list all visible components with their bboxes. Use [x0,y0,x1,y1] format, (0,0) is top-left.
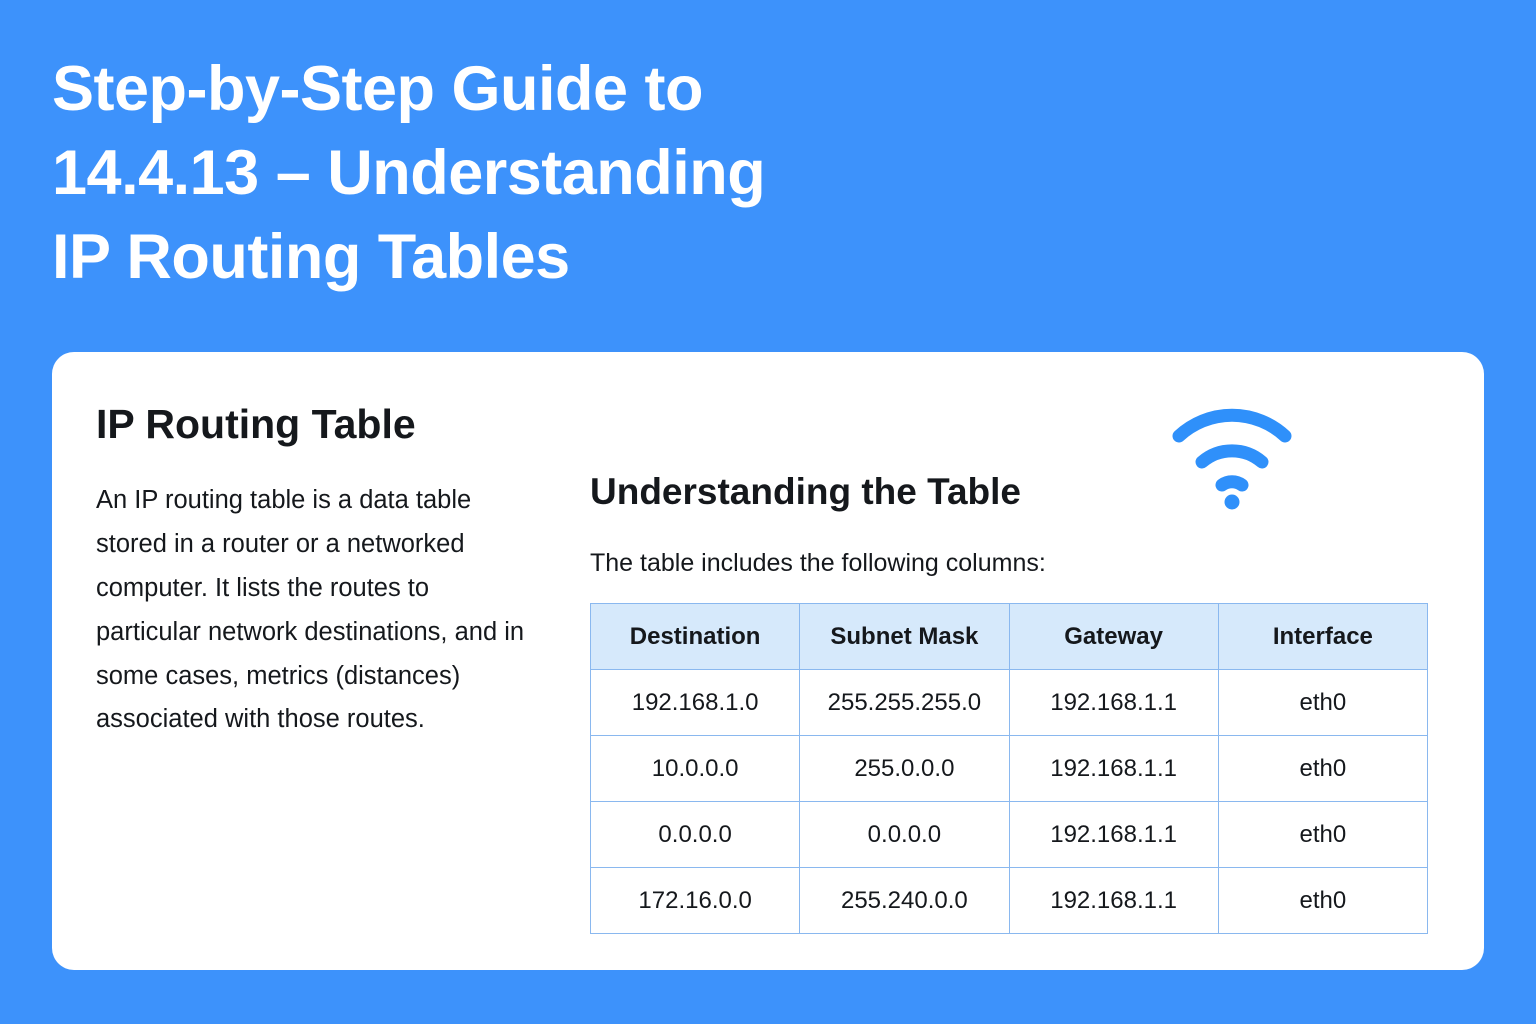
cell-subnet-mask: 0.0.0.0 [800,802,1009,868]
column-header-destination: Destination [591,604,800,670]
content-card [52,352,1484,970]
table-row [591,736,1428,802]
routing-table [590,603,1428,934]
cell-gateway: 192.168.1.1 [1009,802,1218,868]
cell-interface: eth0 [1218,670,1427,736]
cell-destination: 0.0.0.0 [591,802,800,868]
cell-interface: eth0 [1218,868,1427,934]
table-row [591,868,1428,934]
column-header-gateway: Gateway [1009,604,1218,670]
right-column [590,470,1435,934]
page-title-line-1: Step-by-Step Guide to [52,54,703,124]
left-heading: IP Routing Table [96,401,416,447]
table-header-row [591,604,1428,670]
table-row [591,802,1428,868]
left-body-text: An IP routing table is a data table stored in a router or a networked computer. It lists the routes to particular network destinations, and in some cases, metrics (distances) associated with those routes. [96,486,525,734]
column-header-interface: Interface [1218,604,1427,670]
right-heading: Understanding the Table [590,471,1022,512]
left-column [96,400,526,742]
page-title-line-3: IP Routing Tables [52,221,570,292]
cell-destination: 10.0.0.0 [591,736,800,802]
cell-interface: eth0 [1218,802,1427,868]
cell-subnet-mask: 255.255.255.0 [800,670,1009,736]
column-header-subnet-mask: Subnet Mask [800,604,1009,670]
cell-interface: eth0 [1218,736,1427,802]
cell-gateway: 192.168.1.1 [1009,736,1218,802]
cell-subnet-mask: 255.0.0.0 [800,736,1009,802]
page-title-line-2: 14.4.13 – Understanding [52,137,766,208]
cell-destination: 192.168.1.0 [591,670,800,736]
cell-gateway: 192.168.1.1 [1009,868,1218,934]
cell-destination: 172.16.0.0 [591,868,800,934]
cell-subnet-mask: 255.240.0.0 [800,868,1009,934]
cell-gateway: 192.168.1.1 [1009,670,1218,736]
page-title [52,48,1052,299]
table-row [591,670,1428,736]
right-subheading: The table includes the following columns: [590,549,1046,578]
